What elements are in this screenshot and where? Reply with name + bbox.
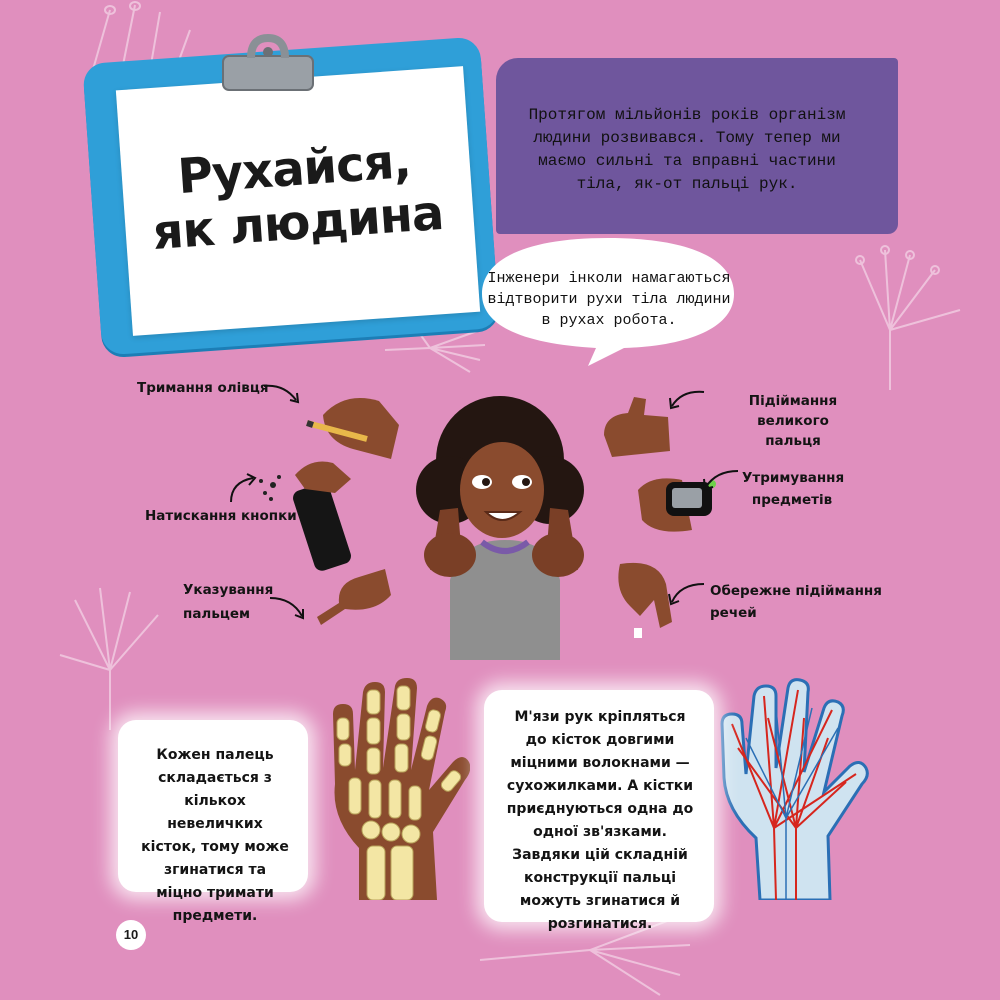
label-thumb-lift: Підіймання великого пальця (748, 393, 838, 449)
label-holding-objects: Утримування предметів (742, 470, 845, 508)
arrow-icon (664, 578, 706, 608)
page-number: 10 (116, 920, 146, 950)
background-hand-icon (40, 580, 180, 740)
blood-vessel-hand-illustration (716, 678, 872, 900)
arrow-icon (664, 386, 706, 412)
clipboard-clip-icon (215, 34, 321, 96)
bones-info-text: Кожен палець складається з кількох невеличких кісток, тому може згинатися та міцно тримати предмети. (141, 747, 289, 924)
muscles-info-text: М'язи рук кріпляться до кісток довгими міцними волокнами — сухожилками. А кістки приєднуються одна до одної зв'язками. Завдяки цій складній конструкції пальці можуть згинатися й розгинатися. (506, 709, 694, 932)
arrow-icon (700, 467, 740, 493)
label-pointing: Указування пальцем (183, 582, 274, 622)
arrow-icon (262, 378, 302, 408)
girl-illustration (410, 390, 600, 660)
hand-pointing (315, 565, 395, 635)
background-hand-icon (830, 240, 980, 400)
skeleton-hand-illustration (325, 678, 470, 900)
label-careful-lifting: Обережне підіймання речей (710, 583, 882, 621)
label-pressing-button: Натискання кнопки (145, 508, 297, 524)
speech-text: Інженери інколи намагаються відтворити рухи тіла людини в рухах робота. (487, 270, 731, 329)
arrow-icon (268, 594, 308, 624)
arrow-icon (225, 472, 261, 506)
page-title: Рухайся, як людина (150, 133, 445, 262)
label-holding-pencil: Тримання олівця (137, 380, 269, 396)
intro-text: Протягом мільйонів років організм людини розвивався. Тому тепер ми маємо сильні та вправні частини тіла, як-от пальці рук. (528, 106, 846, 193)
hand-holding-pencil (305, 385, 405, 465)
